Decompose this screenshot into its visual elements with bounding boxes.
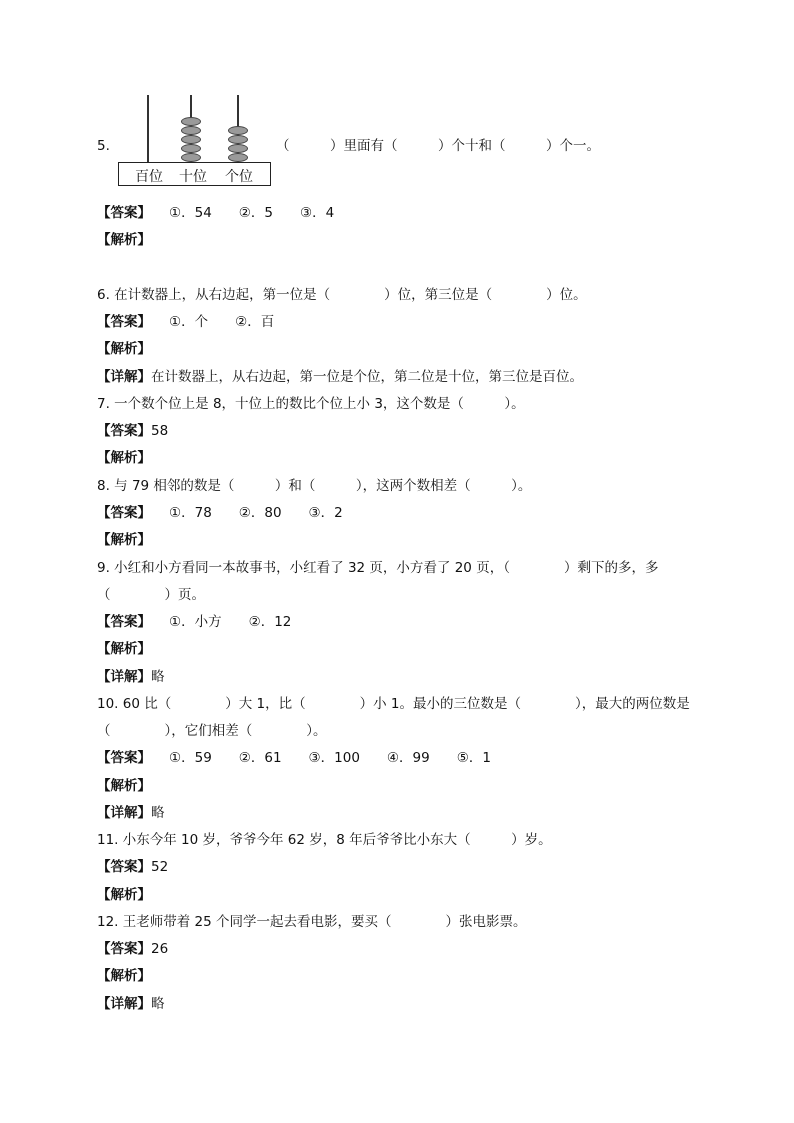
abacus-bead [228, 144, 248, 153]
q10-analysis-tag: 【解析】 [97, 778, 151, 794]
q8-question-text: 8. 与 79 相邻的数是（ ）和（ ），这两个数相差（ ）。 [97, 478, 532, 494]
q6-analysis-tag: 【解析】 [97, 341, 151, 357]
q10-answer-tag: 【答案】 [97, 750, 151, 766]
q9-question-line2: （ ）页。 [97, 587, 205, 603]
q11-question-text: 11. 小东今年 10 岁，爷爷今年 62 岁，8 年后爷爷比小东大（ ）岁。 [97, 832, 552, 848]
q7-answer-tag: 【答案】 [97, 423, 151, 439]
q6-answer: ①．个 ②．百 [169, 314, 275, 330]
q7-question-text: 7. 一个数个位上是 8，十位上的数比个位上小 3，这个数是（ ）。 [97, 396, 525, 412]
q6-question-text: 6. 在计数器上，从右边起，第一位是（ ）位，第三位是（ ）位。 [97, 287, 587, 303]
q10-detail: 略 [151, 805, 165, 821]
q12-question-text: 12. 王老师带着 25 个同学一起去看电影，要买（ ）张电影票。 [97, 914, 527, 930]
abacus-label-ones: 个位 [225, 169, 253, 185]
q9-question-line1: 9. 小红和小方看同一本故事书，小红看了 32 页，小方看了 20 页，（ ）剩下的多，多 [97, 560, 659, 576]
q7-analysis-tag: 【解析】 [97, 450, 151, 466]
q12-detail-tag: 【详解】 [97, 996, 151, 1012]
q9-detail: 略 [151, 669, 165, 685]
q6-answer-tag: 【答案】 [97, 314, 151, 330]
q5-number: 5. [97, 138, 110, 154]
q12-answer-tag: 【答案】 [97, 941, 151, 957]
q8-analysis-tag: 【解析】 [97, 532, 151, 548]
q9-analysis-tag: 【解析】 [97, 641, 151, 657]
q5-answer: ①．54 ②．5 ③．4 [169, 205, 335, 221]
abacus-label-hundreds: 百位 [135, 169, 163, 185]
abacus-figure [118, 95, 273, 191]
q8-answer: ①．78 ②．80 ③．2 [169, 505, 343, 521]
q11-analysis-tag: 【解析】 [97, 887, 151, 903]
abacus-bead [228, 153, 248, 162]
q9-answer-tag: 【答案】 [97, 614, 151, 630]
abacus-bead [228, 126, 248, 135]
q5-answer-tag: 【答案】 [97, 205, 151, 221]
q9-detail-tag: 【详解】 [97, 669, 151, 685]
q12-detail: 略 [151, 996, 165, 1012]
abacus-bead [181, 135, 201, 144]
q6-detail-tag: 【详解】 [97, 369, 151, 385]
q11-answer: 52 [151, 859, 169, 875]
q12-analysis-tag: 【解析】 [97, 968, 151, 984]
q6-detail: 在计数器上，从右边起，第一位是个位，第二位是十位，第三位是百位。 [151, 369, 583, 385]
q5-analysis-tag: 【解析】 [97, 232, 151, 248]
q12-answer: 26 [151, 941, 169, 957]
q10-answer: ①．59 ②．61 ③．100 ④．99 ⑤．1 [169, 750, 491, 766]
q10-question-line1: 10. 60 比（ ）大 1，比（ ）小 1。最小的三位数是（ ），最大的两位数是 [97, 696, 690, 712]
abacus-bead [181, 144, 201, 153]
abacus-label-tens: 十位 [179, 169, 207, 185]
abacus-rod-hundreds [147, 95, 149, 162]
abacus-bead [181, 117, 201, 126]
q10-detail-tag: 【详解】 [97, 805, 151, 821]
q11-answer-tag: 【答案】 [97, 859, 151, 875]
q5-question-text: （ ）里面有（ ）个十和（ ）个一。 [276, 138, 600, 154]
abacus-bead [181, 153, 201, 162]
q10-question-line2: （ ），它们相差（ ）。 [97, 723, 327, 739]
q8-answer-tag: 【答案】 [97, 505, 151, 521]
q9-answer: ①．小方 ②．12 [169, 614, 292, 630]
q7-answer: 58 [151, 423, 169, 439]
abacus-bead [181, 126, 201, 135]
abacus-bead [228, 135, 248, 144]
